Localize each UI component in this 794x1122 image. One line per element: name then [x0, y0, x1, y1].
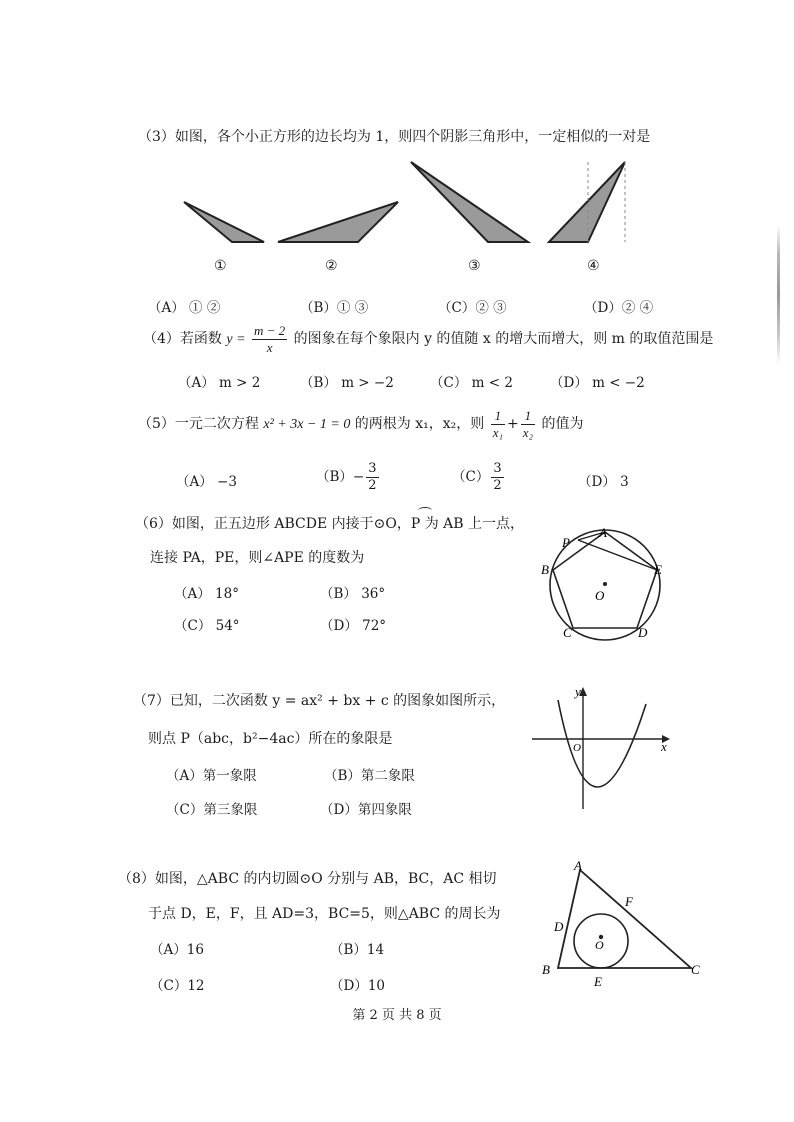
q7-option-b: （B）第二象限: [324, 768, 415, 784]
q6-option-a: （A） 18°: [174, 586, 239, 602]
q5-fraction-2-den: x₂: [522, 424, 534, 440]
q3-stem: （3）如图，各个小正方形的边长均为 1，则四个阴影三角形中，一定相似的一对是: [138, 129, 651, 145]
label-c: C: [563, 625, 572, 640]
q3-option-b: （B）① ③: [300, 300, 369, 316]
q6-pentagon-figure: [532, 520, 682, 645]
q5-option-c: [452, 458, 506, 496]
q5-option-b: [316, 458, 381, 496]
q8-option-a: （A）16: [150, 942, 204, 958]
label-o: O: [595, 938, 604, 952]
q7-line-2: 则点 P（abc，b²−4ac）所在的象限是: [148, 731, 393, 747]
parabola-curve: [558, 700, 646, 787]
triangle-1: [184, 202, 264, 242]
q5-fraction-2-num: 1: [521, 408, 535, 425]
q5-mid: 的两根为 x₁，x₂，则: [354, 416, 485, 432]
q8-option-c: （C）12: [150, 978, 205, 994]
q5-equation: x² + 3x − 1 = 0: [263, 417, 351, 432]
q3-option-d: （D）② ④: [584, 300, 654, 316]
q6-option-c: （C） 54°: [174, 618, 240, 634]
q4-option-b: （B） m > −2: [300, 375, 394, 391]
label-x: x: [661, 739, 667, 754]
q5-stem: [138, 406, 584, 443]
q5-option-b-label: （B）: [316, 469, 353, 485]
label-f: F: [625, 894, 633, 909]
q8-line-2: 于点 D，E，F，且 AD=3，BC=5，则△ABC 的周长为: [148, 906, 501, 922]
q4-prefix: （4）若函数: [143, 331, 222, 347]
q3-label-1: ①: [214, 258, 227, 274]
q7-line-1: （7）已知，二次函数 y = ax² + bx + c 的图象如图所示，: [133, 693, 506, 709]
q4-y-eq: y =: [226, 332, 246, 347]
label-c: C: [691, 962, 700, 977]
q5-option-a: （A） −3: [176, 474, 237, 490]
q5-option-c-den: 2: [493, 478, 502, 493]
label-origin: O: [573, 742, 581, 754]
q7-option-a: （A）第一象限: [166, 768, 257, 784]
q5-fraction-1-den: x₁: [492, 424, 504, 440]
label-d: D: [554, 919, 564, 934]
label-e: E: [594, 974, 602, 989]
label-o: O: [595, 588, 605, 603]
q6-line-2: 连接 PA，PE，则∠APE 的度数为: [150, 550, 365, 566]
q3-label-4: ④: [587, 258, 600, 274]
label-p: P: [562, 535, 570, 550]
q8-incircle-figure: [536, 850, 708, 992]
triangle-3: [411, 162, 528, 242]
q8-option-d: （D）10: [330, 978, 386, 994]
q5-prefix: （5）一元二次方程: [138, 416, 259, 432]
q5-option-c-fraction: [491, 461, 503, 494]
label-y: y: [575, 684, 581, 699]
q5-option-d: （D） 3: [578, 474, 629, 490]
q3-label-3: ③: [468, 258, 481, 274]
q5-option-b-sign: −: [352, 469, 365, 485]
q7-option-d: （D）第四象限: [320, 802, 412, 818]
q5-suffix: 的值为: [541, 416, 584, 432]
q5-option-c-num: 3: [493, 461, 502, 476]
q6-option-d: （D） 72°: [320, 618, 387, 634]
q4-option-a: （A） m > 2: [178, 375, 261, 391]
q4-fraction-num: m − 2: [254, 322, 286, 338]
q5-fraction-1-num: 1: [491, 408, 505, 425]
q6-arc-mark: [418, 507, 432, 514]
q4-fraction: [252, 323, 287, 356]
q5-plus: +: [507, 416, 519, 432]
q5-option-c-label: （C）: [452, 469, 490, 485]
q7-option-c: （C）第三象限: [166, 802, 258, 818]
q4-stem: [143, 322, 713, 357]
q6-line-1: （6）如图，正五边形 ABCDE 内接于⊙O，P 为 AB 上一点，: [135, 516, 524, 532]
q3-label-2: ②: [325, 258, 338, 274]
q6-option-b: （B） 36°: [320, 586, 386, 602]
q4-suffix: 的图象在每个象限内 y 的值随 x 的增大而增大，则 m 的取值范围是: [293, 331, 714, 347]
label-a: A: [599, 525, 607, 540]
page-footer: 第 2 页 共 8 页: [352, 1008, 442, 1023]
triangle-4: [549, 162, 625, 242]
q3-option-c: （C）② ③: [438, 300, 507, 316]
triangle-2: [278, 202, 398, 242]
label-b: B: [541, 562, 549, 577]
q8-option-b: （B）14: [330, 942, 385, 958]
q5-option-b-den: 2: [368, 478, 377, 493]
label-a: A: [574, 858, 582, 873]
q4-fraction-den: x: [266, 339, 273, 355]
q3-option-a: （A） ① ②: [148, 300, 221, 316]
label-e: E: [654, 562, 662, 577]
q5-option-b-fraction: [366, 461, 378, 494]
q8-line-1: （8）如图，△ABC 的内切圆⊙O 分别与 AB，BC，AC 相切: [118, 871, 497, 887]
q4-option-d: （D） m < −2: [550, 375, 645, 391]
q7-parabola-figure: [528, 684, 678, 814]
q4-option-c: （C） m < 2: [430, 375, 513, 391]
q5-fraction-1: [491, 408, 505, 441]
q5-option-b-num: 3: [368, 461, 377, 476]
label-b: B: [542, 962, 550, 977]
q3-triangles-figure: [170, 150, 650, 250]
q5-fraction-2: [521, 408, 535, 441]
label-d: D: [638, 625, 648, 640]
scan-edge-shadow: [777, 225, 780, 365]
